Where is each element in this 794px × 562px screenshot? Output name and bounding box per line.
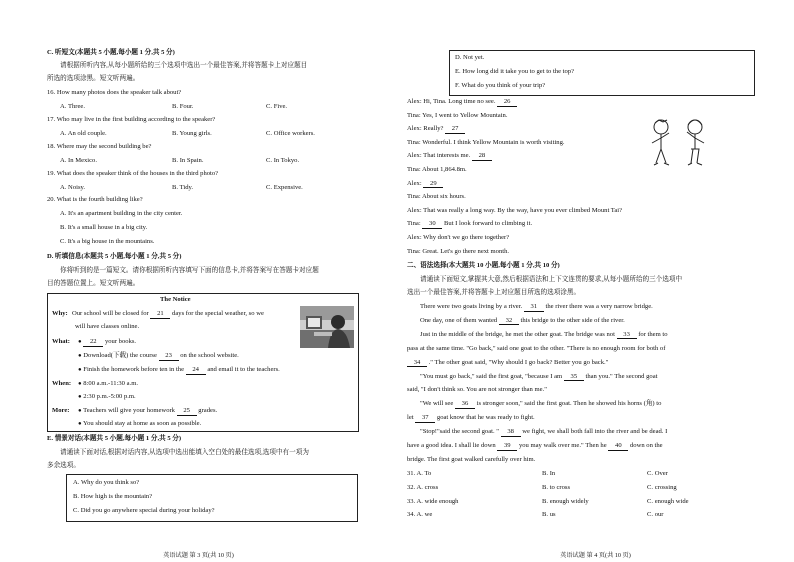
blank-38[interactable]: 38: [501, 429, 521, 437]
dialogue-text: Alex: Really?: [407, 125, 444, 133]
what-text-3b: and email it to the teachers.: [207, 366, 280, 373]
notice-title: The Notice: [160, 296, 191, 303]
question-19: 19. What does the speaker think of the houses in the third photo?: [47, 170, 219, 177]
bullet-icon: ●: [78, 408, 82, 414]
passage-line: [420, 374, 657, 382]
dialogue-text: Alex: Why don't we go there together?: [407, 234, 510, 241]
passage-line: [407, 346, 665, 353]
dialogue-line: [407, 99, 517, 107]
bullet-icon: ●: [78, 353, 82, 359]
choice-33-b: B. enough widely: [542, 497, 589, 505]
choice-33-c: C. enough wide: [647, 497, 689, 505]
kids-talking-illustration: [647, 115, 717, 171]
dialogue-line: [407, 249, 509, 256]
bullet-icon: ●: [78, 339, 82, 345]
section-d-instruction: 你将听到的是一篇短文。请你根据所听内容填写下面的信息卡,并将答案写在答题卡对应题: [60, 267, 319, 274]
bullet-icon: ●: [78, 394, 82, 400]
question-17: 17. Who may live in the first building according to the speaker?: [47, 116, 216, 123]
blank-31[interactable]: 31: [524, 304, 544, 312]
passage-text: "Stop!"said the second goat. ": [420, 428, 499, 436]
dialogue-line: [407, 221, 532, 229]
dialogue-text: Alex: That was really a long way. By the way, have you ever climbed Mount Tai?: [407, 206, 623, 214]
why-text-2: days for the special weather, so we: [172, 310, 264, 317]
student-computer-photo: [300, 306, 354, 348]
passage-text: There were two goats living by a river.: [420, 303, 523, 310]
page-footer: 英语试题 第 3 页(共 10 页): [163, 552, 234, 559]
section-e-instruction: 请通读下面对话,根据对话内容,从选项中选出能填入空白处的最佳选项,选项中有一项为: [60, 449, 309, 456]
passage-text: is stronger soon," said the first goat. Then he showed his horns (角) to: [476, 400, 662, 408]
page-footer: 英语试题 第 4 页(共 10 页): [560, 552, 631, 559]
passage-text: One day, one of them wanted: [420, 316, 498, 324]
passage-text: pass at the same time. "Go back," said one goat to the other. "There is no enough room for both of: [407, 344, 666, 352]
section-d-title: D. 听填信息(本题共 5 小题,每小题 1 分,共 5 分): [47, 253, 182, 260]
passage-text: let: [407, 414, 414, 422]
what-line-3: [78, 367, 280, 375]
blank-34[interactable]: 34: [407, 360, 427, 368]
choice-31-n: 31. A. To: [407, 470, 432, 477]
dialogue-text: Alex:: [407, 179, 422, 187]
passage-line: [420, 429, 667, 437]
passage-text: Just in the middle of the bridge, he met the other goat. The bridge was not: [420, 330, 615, 338]
choice-32-c: C. crossing: [647, 483, 677, 491]
choice-32-n: 32. A. cross: [407, 483, 439, 491]
blank-40[interactable]: 40: [608, 443, 628, 451]
more-line-2: [78, 421, 201, 428]
blank-25[interactable]: 25: [177, 408, 197, 416]
dialogue-text: Tina: Great. Let's go there next month.: [407, 247, 510, 255]
passage-text: down on the: [629, 442, 663, 449]
passage-text: for them to: [638, 330, 668, 338]
what-text-2b: on the school website.: [180, 352, 239, 359]
option-c: C. Did you go anywhere special during your holiday?: [73, 507, 215, 514]
passage-text: goat know that he was ready to fight.: [436, 414, 535, 422]
passage-line: [407, 443, 663, 451]
q19-option-b: B. Tidy.: [172, 184, 194, 191]
blank-29[interactable]: 29: [423, 181, 443, 189]
dialogue-line: [407, 153, 492, 161]
why-line: [72, 311, 264, 319]
choice-33-n: 33. A. wide enough: [407, 497, 459, 505]
bullet-icon: ●: [78, 381, 82, 387]
q20-option-c: C. It's a big house in the mountains.: [60, 238, 155, 245]
more-line-1: [78, 408, 217, 416]
when-label: When:: [52, 380, 72, 387]
blank-35[interactable]: 35: [564, 374, 584, 382]
q18-option-a: A. In Mexico.: [60, 157, 97, 164]
blank-23[interactable]: 23: [159, 353, 179, 361]
dialogue-text: Tina:: [407, 220, 421, 228]
q17-option-a: A. An old couple.: [60, 130, 107, 137]
what-text-2: Download(下载) the course: [83, 352, 157, 359]
blank-39[interactable]: 39: [497, 443, 517, 451]
passage-line: [420, 318, 625, 326]
dialogue-line: [407, 113, 508, 120]
q18-option-b: B. In Spain.: [172, 157, 204, 164]
dialogue-line: [407, 126, 465, 134]
passage-text: than you." The second goat: [585, 372, 658, 380]
blank-28[interactable]: 28: [472, 153, 492, 161]
option-a: A. Why do you think so?: [73, 479, 140, 486]
why-text-3: will have classes online.: [75, 323, 140, 330]
what-label: What:: [52, 338, 70, 345]
dialogue-text: Tina: Yes, I went to Yellow Mountain.: [407, 111, 508, 119]
what-line-2: [78, 353, 239, 361]
q18-option-c: C. In Tokyo.: [266, 157, 300, 164]
when-line-1: [78, 381, 138, 388]
dialogue-text: Alex: That interests me.: [407, 152, 471, 160]
dialogue-text-after: But I look forward to climbing it.: [444, 220, 533, 228]
q20-option-b: B. It's a small house in a big city.: [60, 224, 148, 231]
question-16: 16. How many photos does the speaker talk about?: [47, 89, 182, 96]
passage-line: [420, 304, 653, 312]
passage-text: we fight, we shall both fall into the river and be dead. I: [522, 428, 668, 436]
what-line-1: [78, 339, 136, 347]
section-2-instruction: 请通读下面短文,掌握其大意,然后根据语法和上下文连贯的要求,从每小题所给的三个选项中: [420, 276, 683, 283]
option-d: D. Not yet.: [455, 54, 485, 61]
dialogue-text: Tina: About six hours.: [407, 193, 466, 201]
passage-text: have a good idea. I shall lie down: [407, 442, 496, 449]
when-text-2: 2:30 p.m.-5:00 p.m.: [83, 393, 136, 400]
choice-34-c: C. our: [647, 511, 664, 519]
question-20: 20. What is the fourth building like?: [47, 196, 143, 203]
choice-34-n: 34. A. we: [407, 511, 433, 519]
what-text-3: Finish the homework before ten in the: [83, 366, 184, 373]
dialogue-line: [407, 181, 443, 189]
q19-option-a: A. Noisy.: [60, 184, 86, 191]
passage-text: you may walk over me." Then he: [518, 442, 607, 449]
blank-22[interactable]: 22: [83, 339, 103, 347]
passage-line: [407, 387, 547, 394]
more-text-2: You should stay at home as soon as possible.: [83, 420, 202, 427]
choice-34-b: B. us: [542, 511, 556, 519]
choice-31-b: B. In: [542, 470, 556, 477]
section-2-title: 二、语法选择(本大题共 10 小题,每小题 1 分,共 10 分): [407, 262, 560, 269]
passage-text: said, "I don't think so. You are not stronger than me.": [407, 386, 547, 394]
options-box-d-f: [449, 50, 755, 96]
choice-32-b: B. to cross: [542, 483, 571, 491]
dialogue-text: Alex: Hi, Tina. Long time no see.: [407, 98, 496, 105]
more-label: More:: [52, 407, 70, 414]
blank-37[interactable]: 37: [415, 415, 435, 423]
why-label: Why:: [52, 310, 68, 317]
option-f: F. What do you think of your trip?: [455, 82, 546, 89]
passage-text: "We will see: [420, 400, 454, 408]
when-text-1: 8:00 a.m.-11:30 a.m.: [83, 380, 138, 387]
section-2-instruction-2: 选出一个最佳答案,并将答题卡上对应题目所选的选项涂黑。: [407, 289, 581, 296]
options-box-a-c: [66, 474, 358, 522]
question-18: 18. Where may the second building be?: [47, 143, 152, 150]
section-e-title: E. 情景对话(本题共 5 小题,每小题 1 分,共 5 分): [47, 435, 182, 442]
dialogue-text: Tina: About 1,864.8m.: [407, 166, 467, 173]
choice-31-c: C. Over: [647, 470, 668, 477]
dialogue-line: [407, 194, 466, 201]
dialogue-line: [407, 140, 565, 147]
passage-text: "You must go back," said the first goat, "because I am: [420, 372, 563, 380]
blank-27[interactable]: 27: [445, 126, 465, 134]
blank-26[interactable]: 26: [497, 99, 517, 107]
section-e-instruction-2: 多余选项。: [47, 462, 80, 469]
more-text-1b: grades.: [198, 407, 218, 414]
dialogue-line: [407, 208, 622, 215]
blank-32[interactable]: 32: [499, 318, 519, 326]
page-4: [397, 0, 794, 562]
section-d-instruction-2: 目的答题位置上。短文听两遍。: [47, 280, 140, 287]
q16-option-b: B. Four.: [172, 103, 194, 110]
blank-36[interactable]: 36: [455, 401, 475, 409]
passage-text: the river there was a very narrow bridge.: [545, 303, 653, 310]
passage-text: bridge. The first goat walked carefully over him.: [407, 455, 536, 463]
section-c-title: C. 听短文(本题共 5 小题,每小题 1 分,共 5 分): [47, 49, 175, 56]
option-e: E. How long did it take you to get to the top?: [455, 68, 575, 75]
when-line-2: [78, 394, 136, 401]
blank-21[interactable]: 21: [150, 311, 170, 319]
q20-option-a: A. It's an apartment building in the city center.: [60, 210, 183, 217]
dialogue-line: [407, 235, 509, 242]
option-b: B. How high is the mountain?: [73, 493, 153, 500]
passage-line: [407, 360, 608, 368]
dialogue-line: [407, 167, 467, 174]
q16-option-c: C. Five.: [266, 103, 288, 110]
passage-line: [420, 401, 661, 409]
section-c-instruction: 请根据所听内容,从每小题所给的三个选项中选出一个最佳答案,并将答题卡上对应题目: [60, 62, 308, 69]
q17-option-c: C. Office workers.: [266, 130, 315, 137]
more-text-1: Teachers will give your homework: [83, 407, 175, 414]
passage-line: [407, 415, 535, 423]
q16-option-a: A. Three.: [60, 103, 85, 110]
passage-line: [407, 457, 535, 464]
blank-33[interactable]: 33: [617, 332, 637, 340]
bullet-icon: ●: [78, 421, 82, 427]
q17-option-b: B. Young girls.: [172, 130, 212, 137]
q19-option-c: C. Expensive.: [266, 184, 303, 191]
dialogue-text: Tina: Wonderful. I think Yellow Mountain is worth visiting.: [407, 138, 565, 146]
section-c-instruction-2: 所选的选项涂黑。短文听两遍。: [47, 75, 140, 82]
what-text-1: your books.: [104, 338, 137, 345]
blank-24[interactable]: 24: [186, 367, 206, 375]
passage-text: this bridge to the other side of the river.: [520, 316, 625, 324]
passage-line: [420, 332, 668, 340]
why-text: Our school will be closed for: [72, 310, 149, 317]
bullet-icon: ●: [78, 367, 82, 373]
blank-30[interactable]: 30: [422, 221, 442, 229]
passage-text: ." The other goat said, "Why should I go back? Better you go back.": [428, 358, 609, 366]
notice-card: [47, 293, 359, 432]
